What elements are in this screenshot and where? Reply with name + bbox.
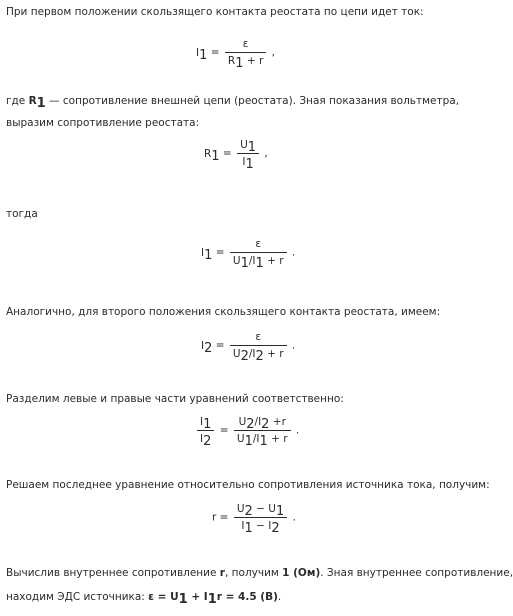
eq1-lhs: I1: [196, 46, 208, 63]
intro-text: При первом положении скользящего контакта реостата по цепи идет ток:: [6, 6, 424, 18]
eq5-right-denominator: U1/I1 + r: [236, 433, 288, 449]
eq6-denominator: I1 − I2: [241, 520, 280, 536]
equation-3: [201, 237, 296, 271]
eq2-tail: ,: [264, 147, 268, 160]
eq5-left-denominator: I2: [200, 433, 212, 449]
eq3-tail: .: [291, 246, 296, 259]
eq3-denominator: U1/I1 + r: [232, 255, 284, 271]
equation-5: [195, 415, 300, 449]
eq6-lhs: r: [212, 511, 217, 524]
eq2-numerator: U1: [237, 138, 259, 154]
eq4-numerator: ε: [230, 330, 287, 346]
eq1-denominator: R1 + r: [227, 55, 264, 71]
eq6-numerator: U2 − U1: [234, 502, 287, 518]
eq4-tail: .: [291, 339, 296, 352]
equation-6: [212, 502, 296, 536]
equation-4: [201, 330, 296, 364]
analog-text: Аналогично, для второго положения скользящего контакта реостата, имеем:: [6, 306, 441, 318]
eq5-right-numerator: U2/I2 +r: [234, 415, 291, 431]
eq2-lhs: R1: [204, 147, 220, 164]
divide-text: Разделим левые и правые части уравнений соответственно:: [6, 393, 344, 405]
eq5-left-fraction: [197, 415, 214, 449]
eq4-lhs: I2: [201, 339, 213, 356]
eq5-left-numerator: I1: [197, 415, 214, 431]
eq4-denominator: U2/I2 + r: [232, 348, 284, 364]
solve-text: Решаем последнее уравнение относительно сопротивления источника тока, получим:: [6, 479, 490, 491]
eq5-equals: =: [219, 424, 229, 437]
final-text: находим ЭДС источника: ε = U1 + I1r = 4.5 (В).: [6, 591, 282, 607]
eq1-tail: ,: [271, 46, 275, 59]
eq6-fraction: [234, 502, 287, 536]
eq2-fraction: [237, 138, 259, 172]
eq4-fraction: [230, 330, 287, 364]
eq1-fraction: [225, 37, 266, 71]
equation-2: [204, 138, 268, 172]
eq3-fraction: [230, 237, 287, 271]
eq1-equals: =: [210, 46, 220, 59]
eq3-numerator: ε: [230, 237, 287, 253]
conclusion-text: Вычислив внутреннее сопротивление r, получим 1 (Ом). Зная внутреннее сопротивление,: [6, 567, 513, 579]
eq3-lhs: I1: [201, 246, 213, 263]
eq2-equals: =: [222, 147, 232, 160]
eq5-right-fraction: [234, 415, 291, 449]
eq2-denominator: I1: [242, 156, 254, 172]
eq4-equals: =: [215, 339, 225, 352]
eq3-equals: =: [215, 246, 225, 259]
then-text: тогда: [6, 208, 38, 220]
eq5-tail: .: [295, 424, 300, 437]
eq1-numerator: ε: [225, 37, 266, 53]
equation-1: [196, 37, 275, 71]
eq6-equals: =: [219, 511, 229, 524]
where-line-2: выразим сопротивление реостата:: [6, 117, 200, 129]
eq6-tail: .: [292, 511, 296, 524]
where-line-1: где R1 — сопротивление внешней цепи (реостата). Зная показания вольтметра,: [6, 95, 460, 111]
